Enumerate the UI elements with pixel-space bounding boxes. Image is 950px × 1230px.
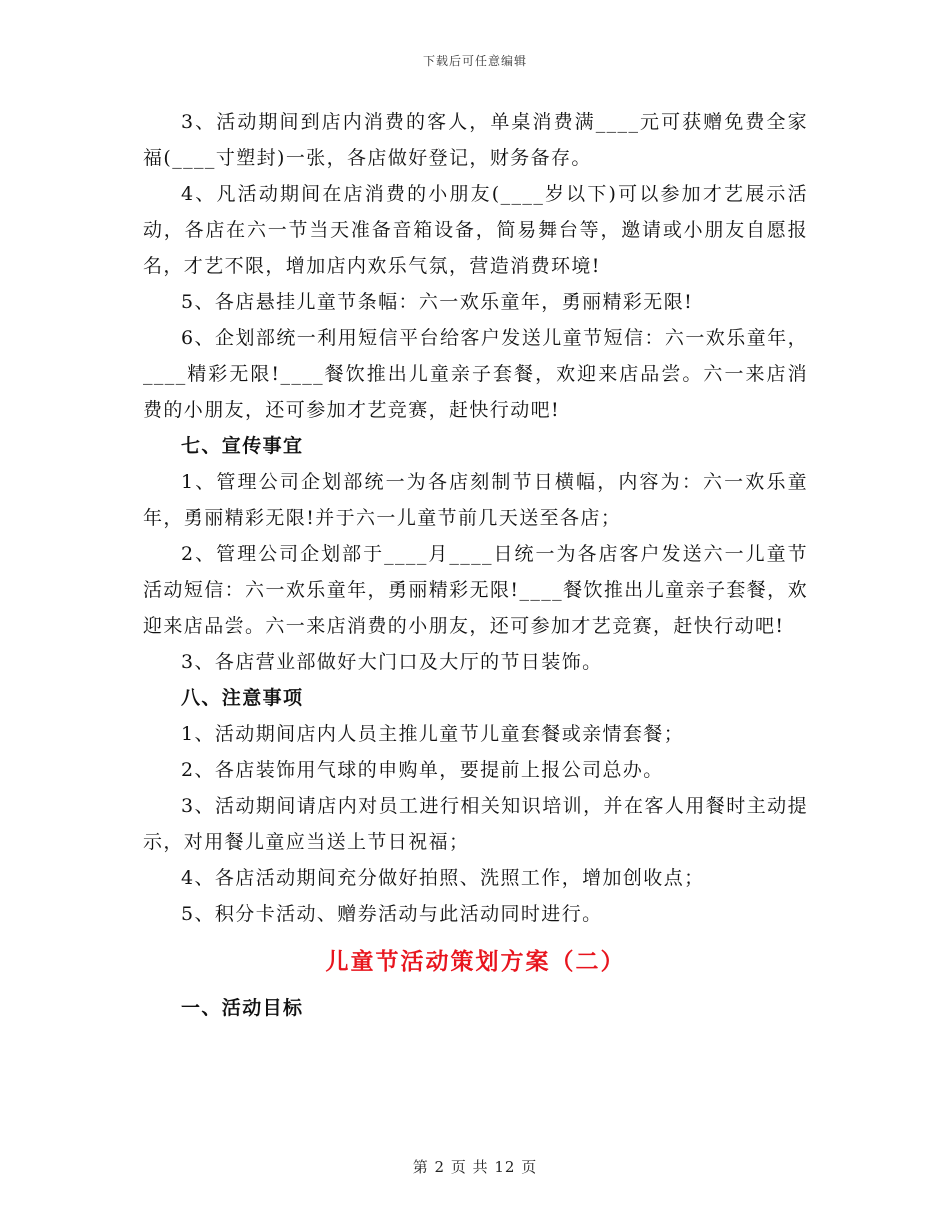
page-header-note: 下载后可任意编辑 xyxy=(422,54,527,68)
notes-item-4: 4、各店活动期间充分做好拍照、洗照工作，增加创收点； xyxy=(181,867,705,889)
paragraph-item-3: 3、活动期间到店内消费的客人，单桌消费满____元可获赠免费全家福(____寸塑封)一张，各店做好登记，财务备存。 xyxy=(143,111,808,169)
paragraph-item-6: 6、企划部统一利用短信平台给客户发送儿童节短信：六一欢乐童年，____精彩无限!____餐饮推出儿童亲子套餐，欢迎来店品尝。六一来店消费的小朋友，还可参加才艺竞赛，赶快行动吧! xyxy=(143,327,808,421)
section-heading-publicity: 七、宣传事宜 xyxy=(181,435,304,457)
notes-item-2: 2、各店装饰用气球的申购单，要提前上报公司总办。 xyxy=(181,759,664,781)
notes-item-3: 3、活动期间请店内对员工进行相关知识培训，并在客人用餐时主动提示，对用餐儿童应当送上节日祝福； xyxy=(143,795,808,853)
section-heading-goals: 一、活动目标 xyxy=(181,997,304,1019)
paragraph-item-5: 5、各店悬挂儿童节条幅：六一欢乐童年，勇丽精彩无限! xyxy=(181,291,694,313)
publicity-item-3: 3、各店营业部做好大门口及大厅的节日装饰。 xyxy=(181,651,603,673)
section-heading-notes: 八、注意事项 xyxy=(181,687,304,709)
notes-item-1: 1、活动期间店内人员主推儿童节儿童套餐或亲情套餐； xyxy=(181,723,685,745)
publicity-item-1: 1、管理公司企划部统一为各店刻制节日横幅，内容为：六一欢乐童年，勇丽精彩无限!并于六一儿童节前几天送至各店； xyxy=(143,471,808,529)
paragraph-item-4: 4、凡活动期间在店消费的小朋友(____岁以下)可以参加才艺展示活动，各店在六一节当天准备音箱设备，简易舞台等，邀请或小朋友自愿报名，才艺不限，增加店内欢乐气氛，营造消费环境! xyxy=(143,183,808,277)
publicity-item-2: 2、管理公司企划部于____月____日统一为各店客户发送六一儿童节活动短信：六一欢乐童年，勇丽精彩无限!____餐饮推出儿童亲子套餐，欢迎来店品尝。六一来店消费的小朋友，还可参加才艺竞赛，赶快行动吧! xyxy=(143,543,808,637)
document-body xyxy=(143,104,808,1026)
notes-item-5: 5、积分卡活动、赠券活动与此活动同时进行。 xyxy=(181,903,603,925)
page-footer: 第 2 页 共 12 页 xyxy=(412,1158,538,1176)
plan-title: 儿童节活动策划方案（二） xyxy=(325,948,626,975)
